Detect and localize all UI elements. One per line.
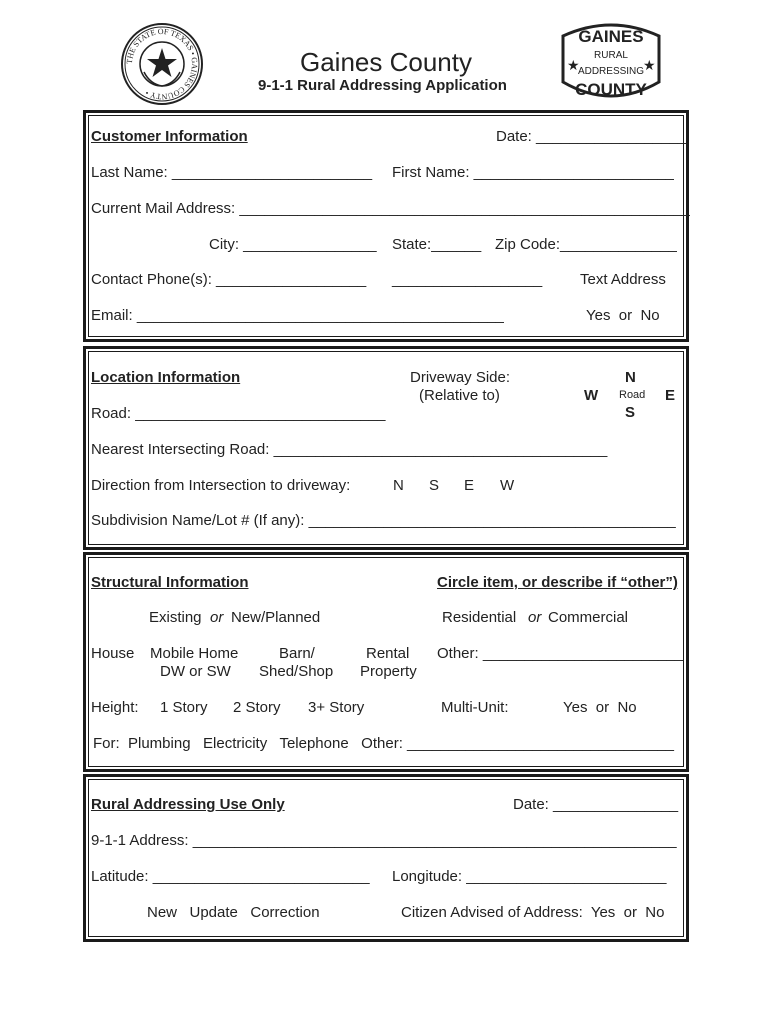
direction-w[interactable]: W — [500, 477, 515, 494]
zip-code-field[interactable]: Zip Code:______________ — [495, 236, 677, 253]
compass-s[interactable]: S — [625, 404, 636, 421]
height-3-story[interactable]: 3+ Story — [308, 699, 365, 716]
city-field[interactable]: City: ________________ — [209, 236, 377, 253]
structural-information-heading: Structural Information — [91, 574, 249, 591]
barn-option[interactable]: Barn/ — [279, 645, 315, 662]
compass-n[interactable]: N — [625, 369, 636, 386]
shed-shop-label[interactable]: Shed/Shop — [259, 663, 334, 680]
longitude-field[interactable]: Longitude: ________________________ — [392, 868, 667, 885]
or-label: or — [528, 609, 542, 626]
text-address-yes-no[interactable]: Yes or No — [586, 307, 660, 324]
mobile-home-option[interactable]: Mobile Home — [150, 645, 239, 662]
subdivision-field[interactable]: Subdivision Name/Lot # (If any): ____________________________________________ — [91, 512, 676, 529]
customer-date-field[interactable]: Date: __________________ — [496, 128, 687, 145]
latitude-field[interactable]: Latitude: __________________________ — [91, 868, 370, 885]
new-planned-option[interactable]: New/Planned — [231, 609, 321, 626]
circle-item-instruction: Circle item, or describe if “other”) — [437, 574, 678, 591]
svg-text:RURAL: RURAL — [594, 50, 628, 61]
house-option[interactable]: House — [91, 645, 135, 662]
customer-information-heading: Customer Information — [91, 128, 248, 145]
commercial-option[interactable]: Commercial — [548, 609, 629, 626]
direction-label: Direction from Intersection to driveway: — [91, 477, 351, 494]
gaines-rural-addressing-logo — [553, 20, 669, 104]
text-address-label: Text Address — [580, 271, 666, 288]
rental-option[interactable]: Rental — [366, 645, 410, 662]
contact-phone2-field[interactable]: __________________ — [392, 271, 543, 288]
structure-other-field[interactable]: Other: ________________________ — [437, 645, 684, 662]
utilities-for-line[interactable]: For: Plumbing Electricity Telephone Other: ________________________________ — [93, 735, 674, 752]
contact-phone-field[interactable]: Contact Phone(s): __________________ — [91, 271, 367, 288]
seal-text: THE STATE OF TEXAS • GAINES COUNTY • — [124, 26, 200, 102]
page-title: Gaines County — [300, 47, 472, 77]
mail-address-field[interactable]: Current Mail Address: ______________________________________________________ — [91, 200, 690, 217]
direction-s[interactable]: S — [429, 477, 440, 494]
height-label: Height: — [91, 699, 139, 716]
citizen-advised-field[interactable]: Citizen Advised of Address: Yes or No — [401, 904, 665, 921]
multi-unit-label: Multi-Unit: — [441, 699, 509, 716]
rural-use-date-field[interactable]: Date: _______________ — [513, 796, 679, 813]
state-field[interactable]: State:______ — [392, 236, 482, 253]
multi-unit-yes-no[interactable]: Yes or No — [563, 699, 637, 716]
relative-to-label: (Relative to) — [419, 387, 500, 404]
911-address-field[interactable]: 9-1-1 Address: __________________________________________________________ — [91, 832, 677, 849]
last-name-field[interactable]: Last Name: ________________________ — [91, 164, 373, 181]
nearest-road-field[interactable]: Nearest Intersecting Road: ________________________________________ — [91, 441, 608, 458]
compass-road-label: Road — [619, 389, 646, 401]
property-label[interactable]: Property — [360, 663, 417, 680]
driveway-side-label: Driveway Side: — [410, 369, 511, 386]
texas-seal — [120, 22, 204, 106]
svg-text:COUNTY: COUNTY — [575, 80, 647, 99]
svg-text:ADDRESSING: ADDRESSING — [577, 66, 645, 77]
direction-e[interactable]: E — [464, 477, 475, 494]
svg-text:GAINES: GAINES — [578, 27, 644, 46]
residential-option[interactable]: Residential — [442, 609, 517, 626]
first-name-field[interactable]: First Name: ________________________ — [392, 164, 674, 181]
email-field[interactable]: Email: ____________________________________________ — [91, 307, 504, 324]
address-action-options[interactable]: New Update Correction — [147, 904, 320, 921]
rural-addressing-use-heading: Rural Addressing Use Only — [91, 796, 285, 813]
height-2-story[interactable]: 2 Story — [233, 699, 281, 716]
compass-e[interactable]: E — [665, 387, 676, 404]
svg-text:★: ★ — [643, 57, 656, 73]
direction-n[interactable]: N — [393, 477, 404, 494]
existing-option[interactable]: Existing — [149, 609, 202, 626]
page-subtitle: 9-1-1 Rural Addressing Application — [258, 77, 507, 94]
road-field[interactable]: Road: ______________________________ — [91, 405, 386, 422]
location-information-heading: Location Information — [91, 369, 241, 386]
dw-sw-label[interactable]: DW or SW — [160, 663, 231, 680]
height-1-story[interactable]: 1 Story — [160, 699, 208, 716]
compass-w[interactable]: W — [584, 387, 599, 404]
svg-text:★: ★ — [567, 57, 580, 73]
or-label: or — [210, 609, 224, 626]
